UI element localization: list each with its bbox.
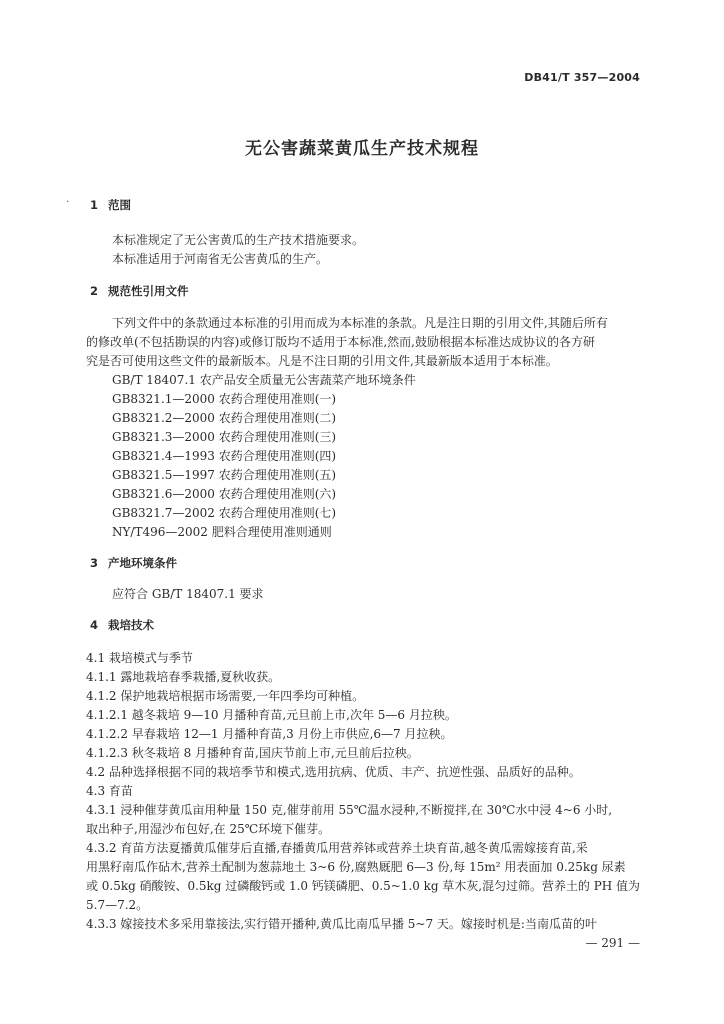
margin-mark: ·	[66, 195, 70, 208]
reference-item: GB8321.6—2000 农药合理使用准则(六)	[112, 487, 337, 501]
section-title: 产地环境条件	[108, 556, 177, 570]
reference-item: GB8321.4—1993 农药合理使用准则(四)	[112, 449, 337, 463]
section-3-heading	[90, 555, 177, 571]
clause-line: 5.7—7.2。	[86, 898, 149, 912]
section-title: 规范性引用文件	[108, 284, 189, 298]
section-number: 2	[90, 284, 99, 298]
section-number: 3	[90, 556, 99, 570]
reference-item: GB8321.3—2000 农药合理使用准则(三)	[112, 430, 337, 444]
section-number: 1	[90, 198, 99, 212]
reference-item: GB8321.7—2002 农药合理使用准则(七)	[112, 506, 337, 520]
document-title: 无公害蔬菜黄瓜生产技术规程	[245, 139, 479, 159]
clause-line: 4.3 育苗	[86, 784, 133, 798]
section-title: 栽培技术	[108, 618, 154, 632]
normative-paragraph-line: 下列文件中的条款通过本标准的引用而成为本标准的条款。凡是注日期的引用文件,其随后所有	[112, 316, 608, 330]
clause-line: 4.3.3 嫁接技术多采用靠接法,实行错开播种,黄瓜比南瓜早播 5~7 天。嫁接时机是:当南瓜苗的叶	[86, 917, 597, 931]
clause-line: 4.3.2 育苗方法夏播黄瓜催芽后直播,春播黄瓜用营养钵或营养土块育苗,越冬黄瓜需嫁接育苗,采	[86, 841, 588, 855]
section-number: 4	[90, 618, 99, 632]
clause-line: 4.1.1 露地栽培春季栽播,夏秋收获。	[86, 670, 281, 684]
clause-line: 取出种子,用湿沙布包好,在 25℃环境下催芽。	[86, 822, 331, 836]
section-2-heading	[90, 283, 189, 299]
standard-code: DB41/T 357—2004	[524, 71, 640, 84]
scope-paragraph-1: 本标准规定了无公害黄瓜的生产技术措施要求。	[112, 233, 365, 247]
clause-line: 4.1.2.3 秋冬栽培 8 月播种育苗,国庆节前上市,元旦前后拉秧。	[86, 746, 419, 760]
reference-item: GB8321.2—2000 农药合理使用准则(二)	[112, 411, 337, 425]
clause-line: 4.3.1 浸种催芽黄瓜亩用种量 150 克,催芽前用 55℃温水浸种,不断搅拌,在 30℃水中浸 4~6 小时,	[86, 803, 613, 817]
clause-line: 用黑籽南瓜作砧木,营养土配制为葱蒜地土 3~6 份,腐熟厩肥 6—3 份,每 15m² 用表面加 0.25kg 尿素	[86, 860, 626, 874]
clause-line: 4.1.2.2 早春栽培 12—1 月播种育苗,3 月份上市供应,6—7 月拉秧。	[86, 727, 453, 741]
section-title: 范围	[108, 198, 131, 212]
environment-paragraph: 应符合 GB/T 18407.1 要求	[112, 587, 264, 601]
section-4-heading	[90, 617, 154, 633]
normative-paragraph-line: 究是否可使用这些文件的最新版本。凡是不注日期的引用文件,其最新版本适用于本标准。	[86, 354, 558, 368]
clause-line: 4.2 品种选择根据不同的栽培季节和模式,选用抗病、优质、丰产、抗逆性强、品质好的品种。	[86, 765, 581, 779]
reference-item: GB8321.1—2000 农药合理使用准则(一)	[112, 392, 337, 406]
clause-line: 或 0.5kg 硝酸铵、0.5kg 过磷酸钙或 1.0 钙镁磷肥、0.5~1.0 kg 草木灰,混匀过筛。营养土的 PH 值为	[86, 879, 640, 893]
clause-line: 4.1.2 保护地栽培根据市场需要,一年四季均可种植。	[86, 689, 365, 703]
page-number: — 291 —	[585, 936, 640, 950]
normative-paragraph-line: 的修改单(不包括勘误的内容)或修订版均不适用于本标准,然而,鼓励根据本标准达成协议的各方研	[86, 335, 595, 349]
clause-line: 4.1.2.1 越冬栽培 9—10 月播种育苗,元旦前上市,次年 5—6 月拉秧。	[86, 708, 457, 722]
reference-item: GB/T 18407.1 农产品安全质量无公害蔬菜产地环境条件	[112, 373, 416, 387]
reference-item: NY/T496—2002 肥料合理使用准则通则	[112, 525, 332, 539]
section-1-heading	[90, 197, 131, 213]
clause-line: 4.1 栽培模式与季节	[86, 651, 193, 665]
reference-item: GB8321.5—1997 农药合理使用准则(五)	[112, 468, 337, 482]
scope-paragraph-2: 本标准适用于河南省无公害黄瓜的生产。	[112, 252, 329, 266]
